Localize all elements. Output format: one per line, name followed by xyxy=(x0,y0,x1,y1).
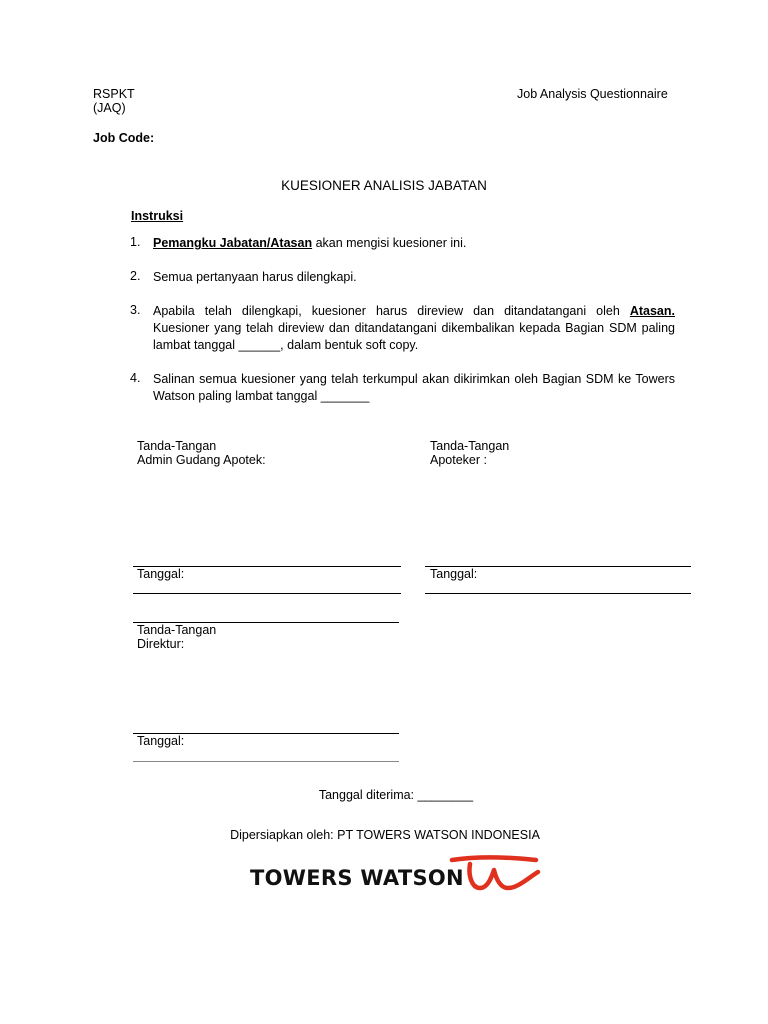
instruction-number-1: 1. xyxy=(130,235,141,249)
instruction-1-emphasis: Pemangku Jabatan/Atasan xyxy=(153,236,313,250)
apoteker-signature-label: Tanda-Tangan xyxy=(430,439,510,453)
instruction-item-1 xyxy=(153,235,675,252)
org-code: (JAQ) xyxy=(93,101,126,115)
instruction-3-emphasis: Atasan. xyxy=(629,304,675,318)
received-date xyxy=(0,788,768,802)
page-title: KUESIONER ANALISIS JABATAN xyxy=(281,178,487,193)
instruction-number-4: 4. xyxy=(130,371,141,385)
admin-role-label: Admin Gudang Apotek: xyxy=(137,453,266,467)
instruction-item-2: Semua pertanyaan harus dilengkapi. xyxy=(153,270,357,284)
instruction-item-4: Salinan semua kuesioner yang telah terkumpul akan dikirimkan oleh Bagian SDM ke Towers Watson paling lambat tanggal _______ xyxy=(153,372,675,403)
admin-date-label: Tanggal: xyxy=(137,567,185,581)
towers-watson-logo-mark xyxy=(448,854,544,894)
direktur-signature-label: Tanda-Tangan xyxy=(137,623,217,637)
direktur-role-label: Direktur: xyxy=(137,637,185,651)
document-name: Job Analysis Questionnaire xyxy=(517,87,668,101)
towers-watson-logo-text: TOWERS WATSON xyxy=(250,866,464,890)
direktur-date-line xyxy=(133,761,399,762)
apoteker-date-line xyxy=(425,593,691,594)
org-name: RSPKT xyxy=(93,87,135,101)
instruction-number-2: 2. xyxy=(130,269,141,283)
apoteker-role-label: Apoteker : xyxy=(430,453,487,467)
direktur-date-label: Tanggal: xyxy=(137,734,185,748)
received-date-blank: ________ xyxy=(417,788,474,802)
instructions-heading: Instruksi xyxy=(131,209,184,223)
admin-signature-label: Tanda-Tangan xyxy=(137,439,217,453)
instruction-3-text-a: Apabila telah dilengkapi, kuesioner harus direview dan ditandatangani oleh xyxy=(153,304,630,318)
instruction-1-text: akan mengisi kuesioner ini. xyxy=(312,236,467,250)
prepared-by: Dipersiapkan oleh: PT TOWERS WATSON INDONESIA xyxy=(230,828,540,842)
instruction-3-text-b: Kuesioner yang telah direview dan ditandatangani dikembalikan kepada Bagian SDM paling lambat tanggal ______, dalam bentuk soft copy. xyxy=(153,321,675,352)
instruction-number-3: 3. xyxy=(130,303,141,317)
admin-date-line xyxy=(133,593,401,594)
received-date-label: Tanggal diterima: xyxy=(318,788,418,802)
instruction-item-3 xyxy=(153,303,675,354)
job-code-label: Job Code: xyxy=(93,131,155,145)
apoteker-date-label: Tanggal: xyxy=(430,567,478,581)
